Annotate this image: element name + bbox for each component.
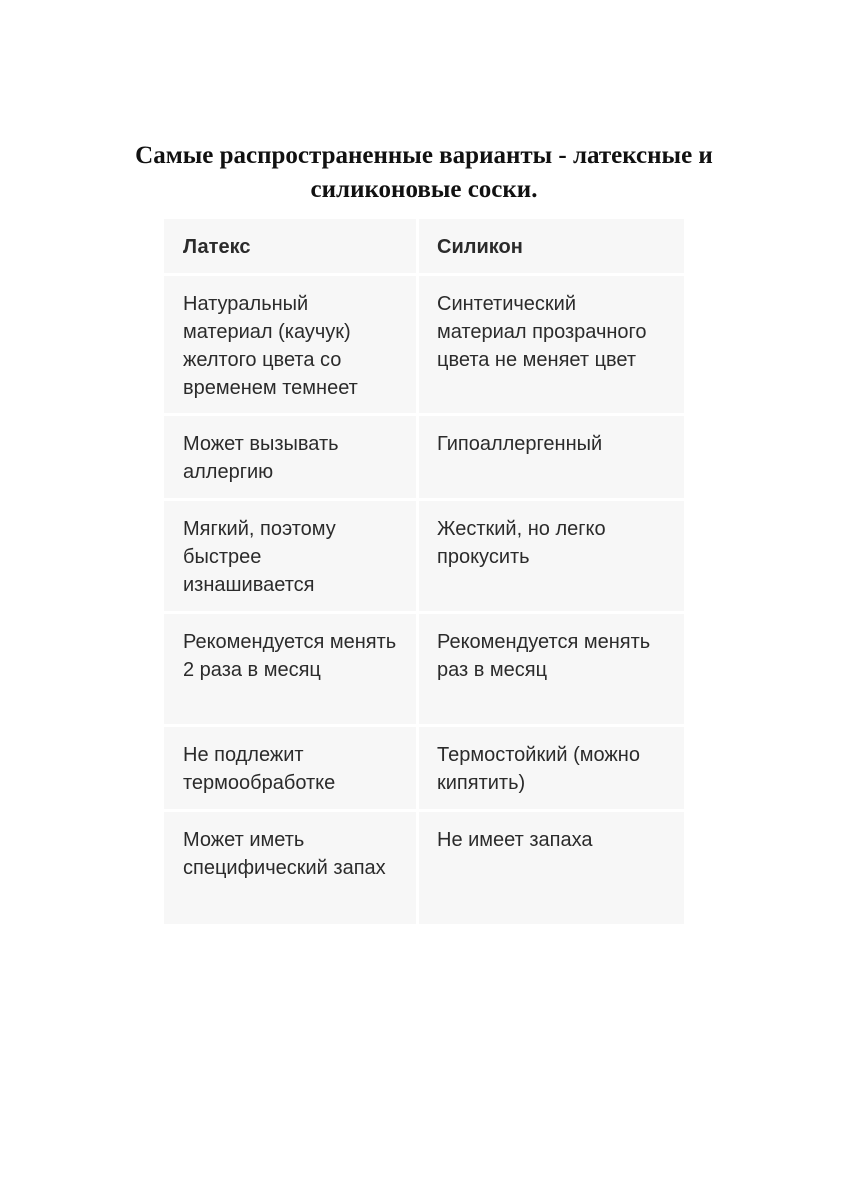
header-latex: Латекс (164, 219, 419, 276)
table-row (164, 812, 684, 924)
cell-latex: Может вызывать аллергию (164, 416, 419, 501)
cell-latex: Натуральный материал (каучук) желтого цвета со временем темнеет (164, 276, 419, 416)
table-row (164, 276, 684, 416)
cell-latex: Мягкий, поэтому быстрее изнашивается (164, 501, 419, 614)
cell-latex: Может иметь специфический запах (164, 812, 419, 924)
cell-latex: Рекомендуется менять 2 раза в месяц (164, 614, 419, 727)
page-title (60, 139, 788, 207)
cell-silicone: Синтетический материал прозрачного цвета не меняет цвет (419, 276, 684, 416)
table-row (164, 501, 684, 614)
header-silicone: Силикон (419, 219, 684, 276)
table-row (164, 727, 684, 812)
cell-silicone: Рекомендуется менять раз в месяц (419, 614, 684, 727)
table-row (164, 416, 684, 501)
cell-silicone: Термостойкий (можно кипятить) (419, 727, 684, 812)
comparison-table (164, 219, 684, 924)
title-line-2: силиконовые соски. (310, 176, 538, 203)
cell-silicone: Гипоаллергенный (419, 416, 684, 501)
table-header-row (164, 219, 684, 276)
title-line-1: Самые распространенные варианты - латексные и (135, 142, 713, 169)
cell-silicone: Не имеет запаха (419, 812, 684, 924)
table-row (164, 614, 684, 727)
cell-latex: Не подлежит термообработке (164, 727, 419, 812)
cell-silicone: Жесткий, но легко прокусить (419, 501, 684, 614)
